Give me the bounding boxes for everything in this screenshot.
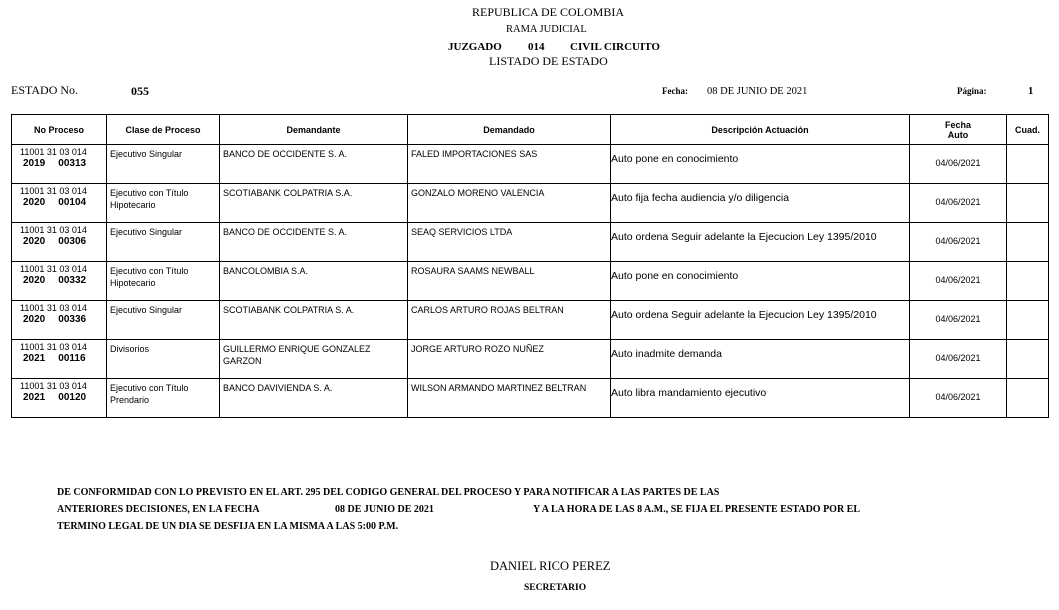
header-listado: LISTADO DE ESTADO (489, 54, 608, 68)
cell-cuad (1007, 145, 1049, 184)
col-fecha: Fecha (944, 119, 971, 130)
cell-demandado (408, 340, 611, 379)
fecha-value: 08 DE JUNIO DE 2021 (707, 86, 808, 97)
cell-cuad (1007, 379, 1049, 418)
demandado-text: JORGE ARTURO ROZO NUÑEZ (411, 344, 544, 354)
cell-actuacion (611, 262, 910, 301)
actuacion-text: Auto fija fecha audiencia y/o diligencia (611, 192, 790, 204)
actuacion-text: Auto pone en conocimiento (611, 153, 739, 165)
cell-cuad (1007, 340, 1049, 379)
cell-fecha (910, 223, 1007, 262)
table-row (12, 379, 1049, 418)
cell-clase (107, 340, 220, 379)
cell-demandado (408, 145, 611, 184)
radicado-year: 2019 (23, 158, 46, 169)
header-juzgado-label: JUZGADO (448, 41, 502, 53)
radicado-prefix: 11001 31 03 014 (20, 264, 87, 274)
notice-line-2-b: Y A LA HORA DE LAS 8 A.M., SE FIJA EL PRESENTE ESTADO POR EL (533, 504, 861, 515)
demandado-text: WILSON ARMANDO MARTINEZ BELTRAN (411, 383, 587, 393)
radicado-prefix: 11001 31 03 014 (20, 381, 87, 391)
table-row (12, 262, 1049, 301)
cell-radicado (12, 301, 107, 340)
fecha-text: 04/06/2021 (935, 392, 981, 402)
signature-title: SECRETARIO (524, 583, 587, 593)
cell-clase (107, 184, 220, 223)
radicado-number: 00336 (58, 314, 87, 325)
cell-actuacion (611, 145, 910, 184)
clase-text: Ejecutivo Singular (110, 305, 183, 315)
demandado-text: SEAQ SERVICIOS LTDA (411, 227, 513, 237)
radicado-number: 00332 (58, 275, 87, 286)
cell-radicado (12, 184, 107, 223)
demandante-text: SCOTIABANK COLPATRIA S. A. (223, 305, 355, 315)
cell-cuad (1007, 184, 1049, 223)
cell-actuacion (611, 223, 910, 262)
cell-radicado (12, 262, 107, 301)
cell-demandante (220, 262, 408, 301)
notice-line-2-a: ANTERIORES DECISIONES, EN LA FECHA (57, 504, 260, 515)
radicado-year: 2021 (23, 392, 46, 403)
cell-cuad (1007, 223, 1049, 262)
radicado-prefix: 11001 31 03 014 (20, 303, 87, 313)
cell-actuacion (611, 184, 910, 223)
demandante-text: BANCO DE OCCIDENTE S. A. (223, 227, 348, 237)
fecha-text: 04/06/2021 (935, 275, 981, 285)
radicado-number: 00120 (58, 392, 87, 403)
demandante-text: BANCO DE OCCIDENTE S. A. (223, 149, 348, 159)
cell-clase (107, 145, 220, 184)
col-cuad: Cuad. (1007, 115, 1049, 145)
fecha-text: 04/06/2021 (935, 353, 981, 363)
cell-demandante (220, 184, 408, 223)
radicado-number: 00104 (58, 197, 87, 208)
cell-actuacion (611, 301, 910, 340)
cell-radicado (12, 223, 107, 262)
table-row (12, 145, 1049, 184)
cell-demandado (408, 262, 611, 301)
notice-line-2-date: 08 DE JUNIO DE 2021 (335, 504, 434, 515)
cell-demandado (408, 223, 611, 262)
pagina-label: Página: (957, 86, 987, 96)
radicado-number: 00306 (58, 236, 87, 247)
table-header-row (12, 115, 1049, 145)
notice-line-2 (57, 501, 861, 518)
notice-line-3: TERMINO LEGAL DE UN DIA SE DESFIJA EN LA MISMA A LAS 5:00 P.M. (57, 521, 399, 532)
table-row (12, 223, 1049, 262)
table-row (12, 301, 1049, 340)
demandado-text: GONZALO MORENO VALENCIA (411, 188, 545, 198)
estado-table (11, 114, 1049, 418)
cell-demandante (220, 301, 408, 340)
cell-fecha (910, 340, 1007, 379)
col-clase: Clase de Proceso (107, 115, 220, 145)
estado-number: 055 (131, 84, 149, 98)
notice-line-1: DE CONFORMIDAD CON LO PREVISTO EN EL ART. 295 DEL CODIGO GENERAL DEL PROCESO Y PARA NOTIFICAR A LAS PARTES DE LAS (57, 487, 720, 498)
fecha-text: 04/06/2021 (935, 158, 981, 168)
demandante-text: GUILLERMO ENRIQUE GONZALEZ GARZON (223, 344, 371, 366)
cell-fecha (910, 379, 1007, 418)
cell-demandante (220, 340, 408, 379)
radicado-year: 2020 (23, 314, 46, 325)
actuacion-text: Auto ordena Seguir adelante la Ejecucion Ley 1395/2010 (611, 309, 877, 321)
clase-text: Ejecutivo con Título Prendario (110, 383, 189, 405)
col-descripcion: Descripción Actuación (611, 115, 910, 145)
radicado-number: 00116 (58, 353, 86, 364)
col-no-proceso: No Proceso (12, 115, 107, 145)
cell-fecha (910, 184, 1007, 223)
clase-text: Ejecutivo con Título Hipotecario (110, 266, 189, 288)
actuacion-text: Auto ordena Seguir adelante la Ejecucion Ley 1395/2010 (611, 231, 877, 243)
radicado-prefix: 11001 31 03 014 (20, 342, 87, 352)
cell-demandante (220, 145, 408, 184)
header-juzgado-number: 014 (528, 41, 545, 53)
actuacion-text: Auto pone en conocimiento (611, 270, 739, 282)
radicado-number: 00313 (58, 158, 87, 169)
table-row (12, 340, 1049, 379)
clase-text: Ejecutivo Singular (110, 227, 183, 237)
col-demandado: Demandado (408, 115, 611, 145)
cell-demandante (220, 223, 408, 262)
cell-clase (107, 262, 220, 301)
pagina-value: 1 (1028, 86, 1034, 97)
actuacion-text: Auto libra mandamiento ejecutivo (611, 387, 767, 399)
demandado-text: ROSAURA SAAMS NEWBALL (411, 266, 535, 276)
radicado-prefix: 11001 31 03 014 (20, 147, 87, 157)
radicado-prefix: 11001 31 03 014 (20, 186, 87, 196)
fecha-text: 04/06/2021 (935, 236, 981, 246)
cell-clase (107, 301, 220, 340)
radicado-year: 2020 (23, 236, 46, 247)
cell-clase (107, 223, 220, 262)
notice-block (57, 484, 861, 535)
cell-cuad (1007, 301, 1049, 340)
cell-actuacion (611, 379, 910, 418)
radicado-prefix: 11001 31 03 014 (20, 225, 87, 235)
cell-demandante (220, 379, 408, 418)
col-auto: Auto (947, 129, 969, 140)
radicado-year: 2021 (23, 353, 46, 364)
cell-clase (107, 379, 220, 418)
cell-fecha (910, 262, 1007, 301)
fecha-label: Fecha: (662, 86, 688, 96)
clase-text: Ejecutivo Singular (110, 149, 183, 159)
radicado-year: 2020 (23, 275, 46, 286)
cell-radicado (12, 340, 107, 379)
demandante-text: SCOTIABANK COLPATRIA S.A. (223, 188, 353, 198)
cell-demandado (408, 184, 611, 223)
table-row (12, 184, 1049, 223)
cell-demandado (408, 379, 611, 418)
cell-cuad (1007, 262, 1049, 301)
cell-actuacion (611, 340, 910, 379)
actuacion-text: Auto inadmite demanda (611, 348, 722, 360)
header-juzgado-type: CIVIL CIRCUITO (570, 41, 660, 53)
col-fecha-auto (910, 115, 1007, 145)
header-republica: REPUBLICA DE COLOMBIA (472, 5, 625, 19)
cell-radicado (12, 145, 107, 184)
cell-fecha (910, 145, 1007, 184)
demandado-text: FALED IMPORTACIONES SAS (411, 149, 538, 159)
cell-radicado (12, 379, 107, 418)
clase-text: Divisorios (110, 344, 150, 354)
signature-name: DANIEL RICO PEREZ (490, 559, 611, 573)
fecha-text: 04/06/2021 (935, 314, 981, 324)
demandante-text: BANCO DAVIVIENDA S. A. (223, 383, 333, 393)
demandante-text: BANCOLOMBIA S.A. (223, 266, 309, 276)
fecha-text: 04/06/2021 (935, 197, 981, 207)
header-rama: RAMA JUDICIAL (506, 24, 587, 35)
radicado-year: 2020 (23, 197, 46, 208)
clase-text: Ejecutivo con Título Hipotecario (110, 188, 189, 210)
col-demandante: Demandante (220, 115, 408, 145)
demandado-text: CARLOS ARTURO ROJAS BELTRAN (411, 305, 564, 315)
cell-demandado (408, 301, 611, 340)
cell-fecha (910, 301, 1007, 340)
estado-label: ESTADO No. (11, 83, 79, 97)
